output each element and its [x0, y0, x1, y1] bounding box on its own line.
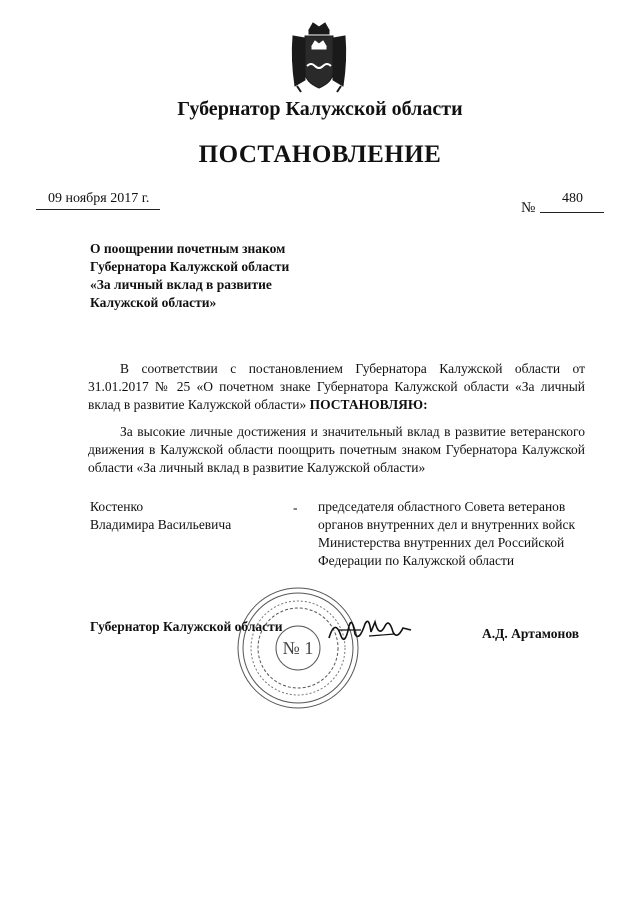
award-text: За высокие личные достижения и значительный вклад в развитие ветеранского движения в Калужской области поощрить почетным знаком Губернатора Калужской области «За личный вклад в развитие Калужской области» [88, 424, 585, 475]
awardee-dash: - [293, 500, 298, 515]
position-line: Министерства внутренних дел Российской [318, 535, 565, 550]
awardee-position [318, 498, 586, 570]
awardee-name [90, 498, 231, 534]
subject-line: Губернатора Калужской области [90, 259, 290, 274]
date-underline [36, 209, 160, 210]
preamble-paragraph [88, 360, 585, 414]
awardee-given-names: Владимира Васильевича [90, 517, 232, 532]
resolution-keyword: ПОСТАНОВЛЯЮ: [309, 397, 428, 412]
award-paragraph [88, 423, 585, 477]
subject-line: Калужской области» [90, 295, 217, 310]
subject-line: О поощрении почетным знаком [90, 241, 286, 256]
number-underline [540, 212, 604, 213]
position-line: Федерации по Калужской области [318, 553, 515, 568]
awardee-surname: Костенко [90, 499, 144, 514]
preamble-text: В соответствии с постановлением Губернатора Калужской области от 31.01.2017 № 25 «О почетном знаке Губернатора Калужской области «За личный вклад в развитие Калужской области» [88, 361, 585, 412]
document-number: 480 [562, 191, 583, 206]
seal-center-text: № 1 [282, 638, 314, 658]
document-type-title: ПОСТАНОВЛЕНИЕ [198, 141, 442, 168]
document-subject [90, 240, 305, 312]
position-line: органов внутренних дел и внутренних войск [318, 517, 576, 532]
handwritten-signature-icon [325, 612, 415, 652]
document-number-label: № [521, 200, 536, 216]
subject-line: «За личный вклад в развитие [90, 277, 272, 292]
issuing-authority: Губернатор Калужской области [177, 98, 463, 120]
signatory-title: Губернатор Калужской области [90, 619, 283, 634]
kaluga-coat-of-arms-icon [287, 20, 351, 94]
position-line: председателя областного Совета ветеранов [318, 499, 566, 514]
signatory-name: А.Д. Артамонов [482, 626, 580, 641]
document-date: 09 ноября 2017 г. [48, 191, 150, 206]
